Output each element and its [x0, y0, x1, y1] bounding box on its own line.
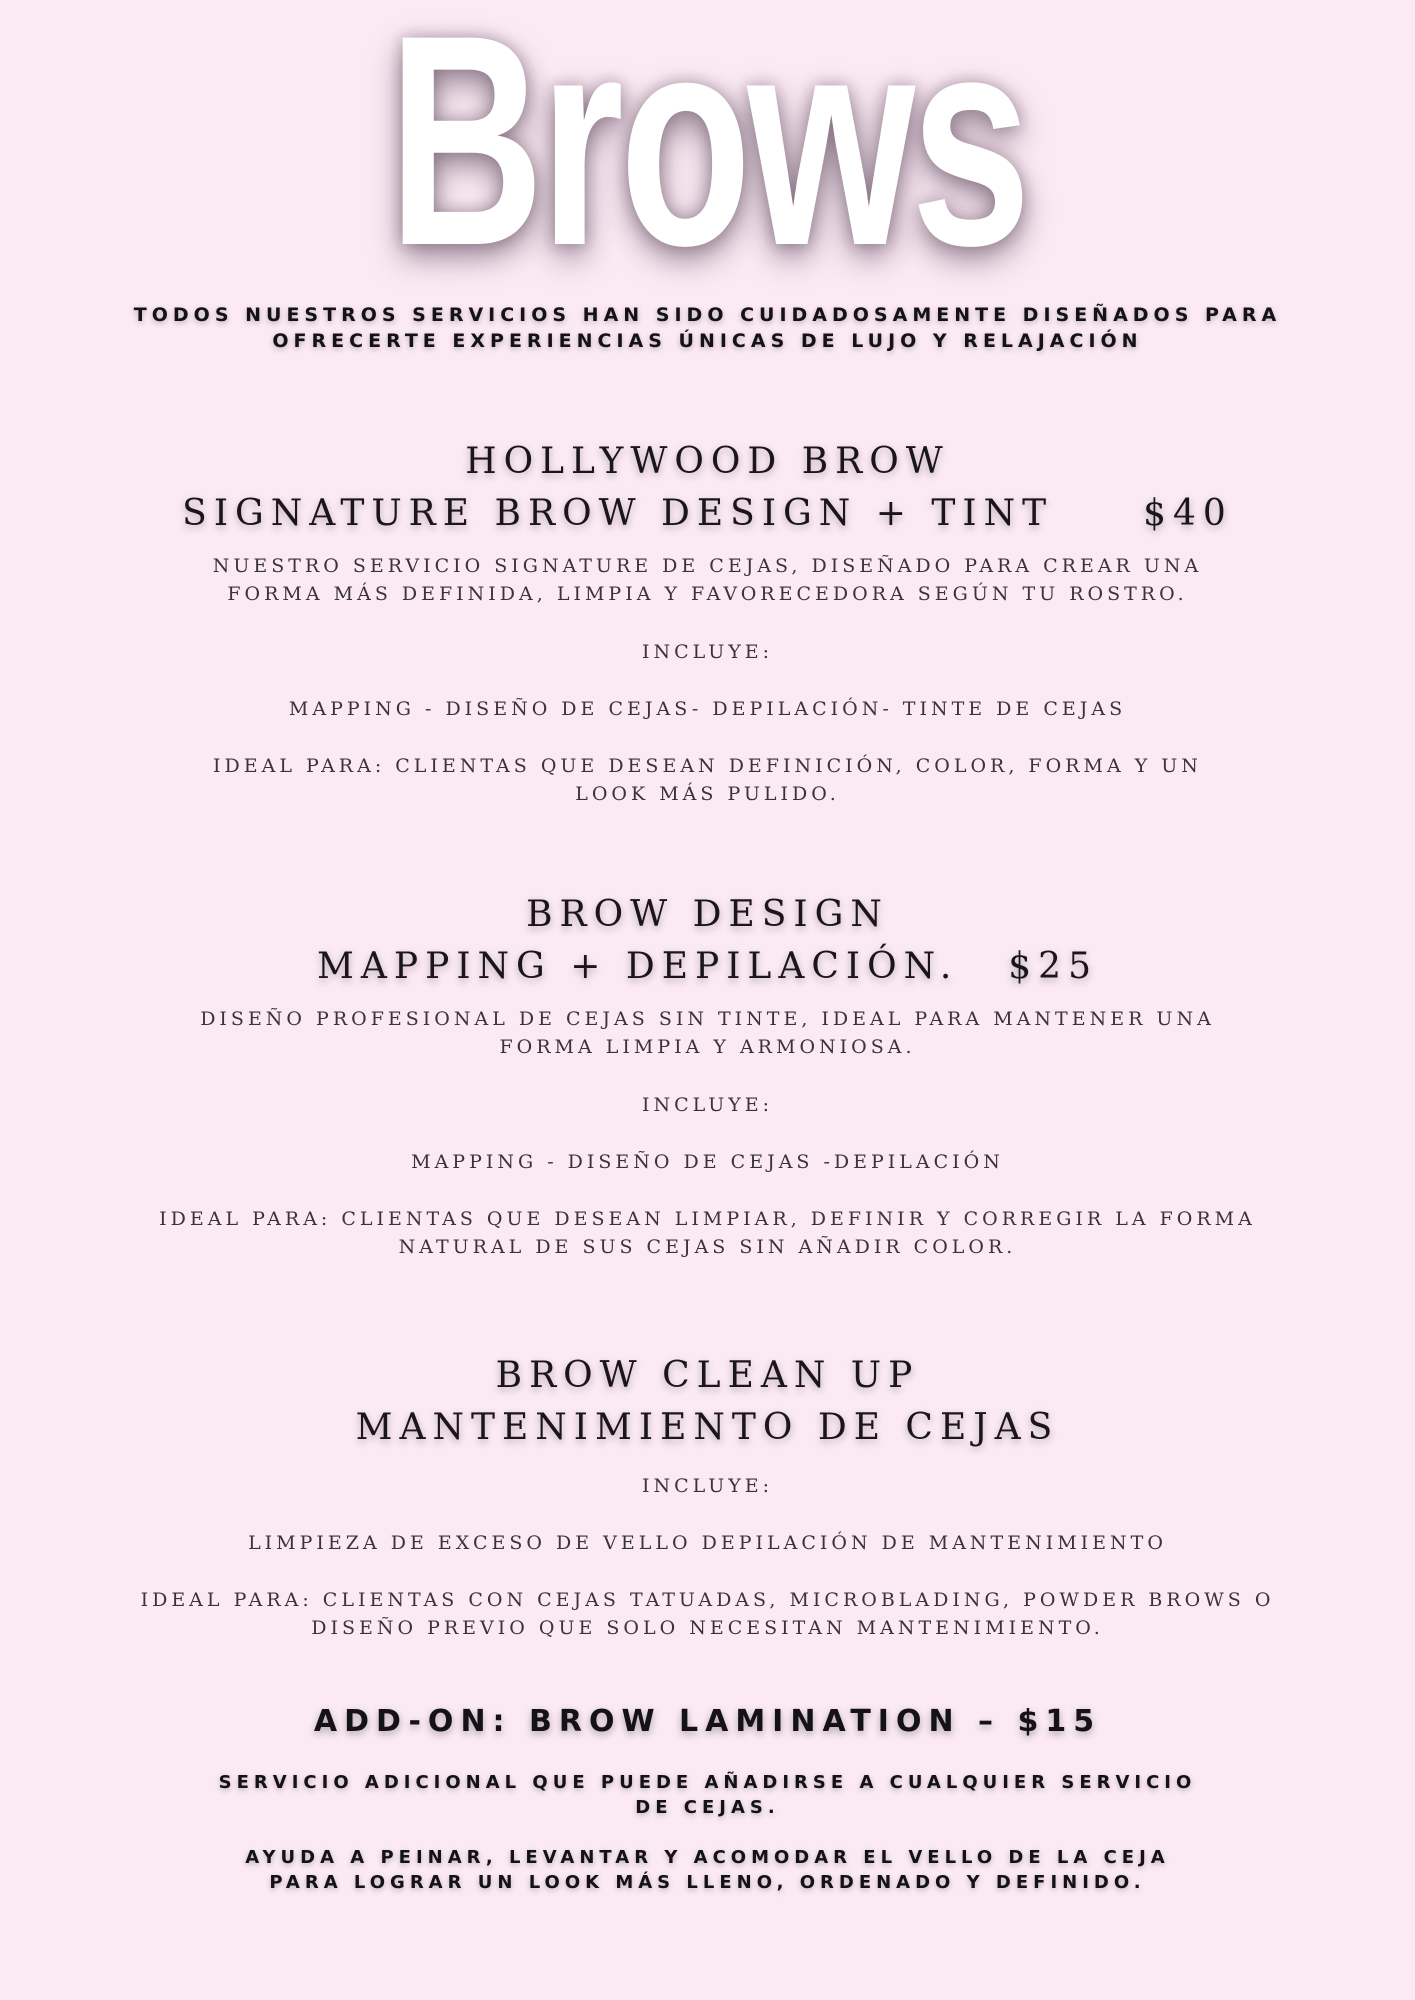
ideal-for: IDEAL PARA: CLIENTAS CON CEJAS TATUADAS, MICROBLADING, POWDER BROWS O DISEÑO PREVIO QUE SOLO NECESITAN MANTENIMIENTO.: [140, 1589, 1275, 1639]
service-brow-design: [60, 889, 1355, 1261]
service-hollywood-brow: [60, 436, 1355, 808]
service-description: NUESTRO SERVICIO SIGNATURE DE CEJAS, DISEÑADO PARA CREAR UNA FORMA MÁS DEFINIDA, LIMPIA Y FAVORECEDORA SEGÚN TU ROSTRO.: [212, 555, 1203, 605]
addon-section: [60, 1702, 1355, 1895]
service-brow-clean-up: [60, 1350, 1355, 1642]
service-subtitle-row: [60, 488, 1355, 540]
includes-label: INCLUYE:: [641, 1094, 774, 1116]
ideal-for: IDEAL PARA: CLIENTAS QUE DESEAN DEFINICIÓN, COLOR, FORMA Y UN LOOK MÁS PULIDO.: [213, 755, 1202, 805]
addon-title: ADD-ON: BROW LAMINATION – $15: [313, 1704, 1102, 1739]
service-name: BROW DESIGN: [526, 894, 889, 935]
service-price: $40: [1143, 493, 1233, 534]
service-subtitle: MAPPING + DEPILACIÓN.: [317, 946, 959, 987]
includes-list: MAPPING - DISEÑO DE CEJAS -DEPILACIÓN: [411, 1151, 1004, 1173]
service-name: BROW CLEAN UP: [495, 1355, 920, 1396]
includes-label: INCLUYE:: [641, 1475, 774, 1497]
ideal-for: IDEAL PARA: CLIENTAS QUE DESEAN LIMPIAR, DEFINIR Y CORREGIR LA FORMA NATURAL DE SUS CEJAS SIN AÑADIR COLOR.: [159, 1208, 1256, 1258]
service-subtitle: MANTENIMIENTO DE CEJAS: [355, 1407, 1060, 1448]
includes-label: INCLUYE:: [641, 641, 774, 663]
includes-list: LIMPIEZA DE EXCESO DE VELLO DEPILACIÓN DE MANTENIMIENTO: [248, 1532, 1167, 1554]
service-subtitle-row: [60, 941, 1355, 993]
addon-benefit: AYUDA A PEINAR, LEVANTAR Y ACOMODAR EL VELLO DE LA CEJA PARA LOGRAR UN LOOK MÁS LLENO, ORDENADO Y DEFINIDO.: [245, 1847, 1170, 1893]
service-description: DISEÑO PROFESIONAL DE CEJAS SIN TINTE, IDEAL PARA MANTENER UNA FORMA LIMPIA Y ARMONIOSA.: [200, 1008, 1215, 1058]
page-title: Brows: [388, 0, 1027, 308]
service-name: HOLLYWOOD BROW: [465, 441, 950, 482]
intro-text: TODOS NUESTROS SERVICIOS HAN SIDO CUIDADOSAMENTE DISEÑADOS PARA OFRECERTE EXPERIENCIAS ÚNICAS DE LUJO Y RELAJACIÓN: [133, 304, 1282, 352]
service-subtitle: SIGNATURE BROW DESIGN + TINT: [182, 493, 1054, 534]
service-price: $25: [1008, 946, 1098, 987]
includes-list: MAPPING - DISEÑO DE CEJAS- DEPILACIÓN- TINTE DE CEJAS: [288, 698, 1127, 720]
addon-description: SERVICIO ADICIONAL QUE PUEDE AÑADIRSE A CUALQUIER SERVICIO DE CEJAS.: [218, 1772, 1197, 1818]
